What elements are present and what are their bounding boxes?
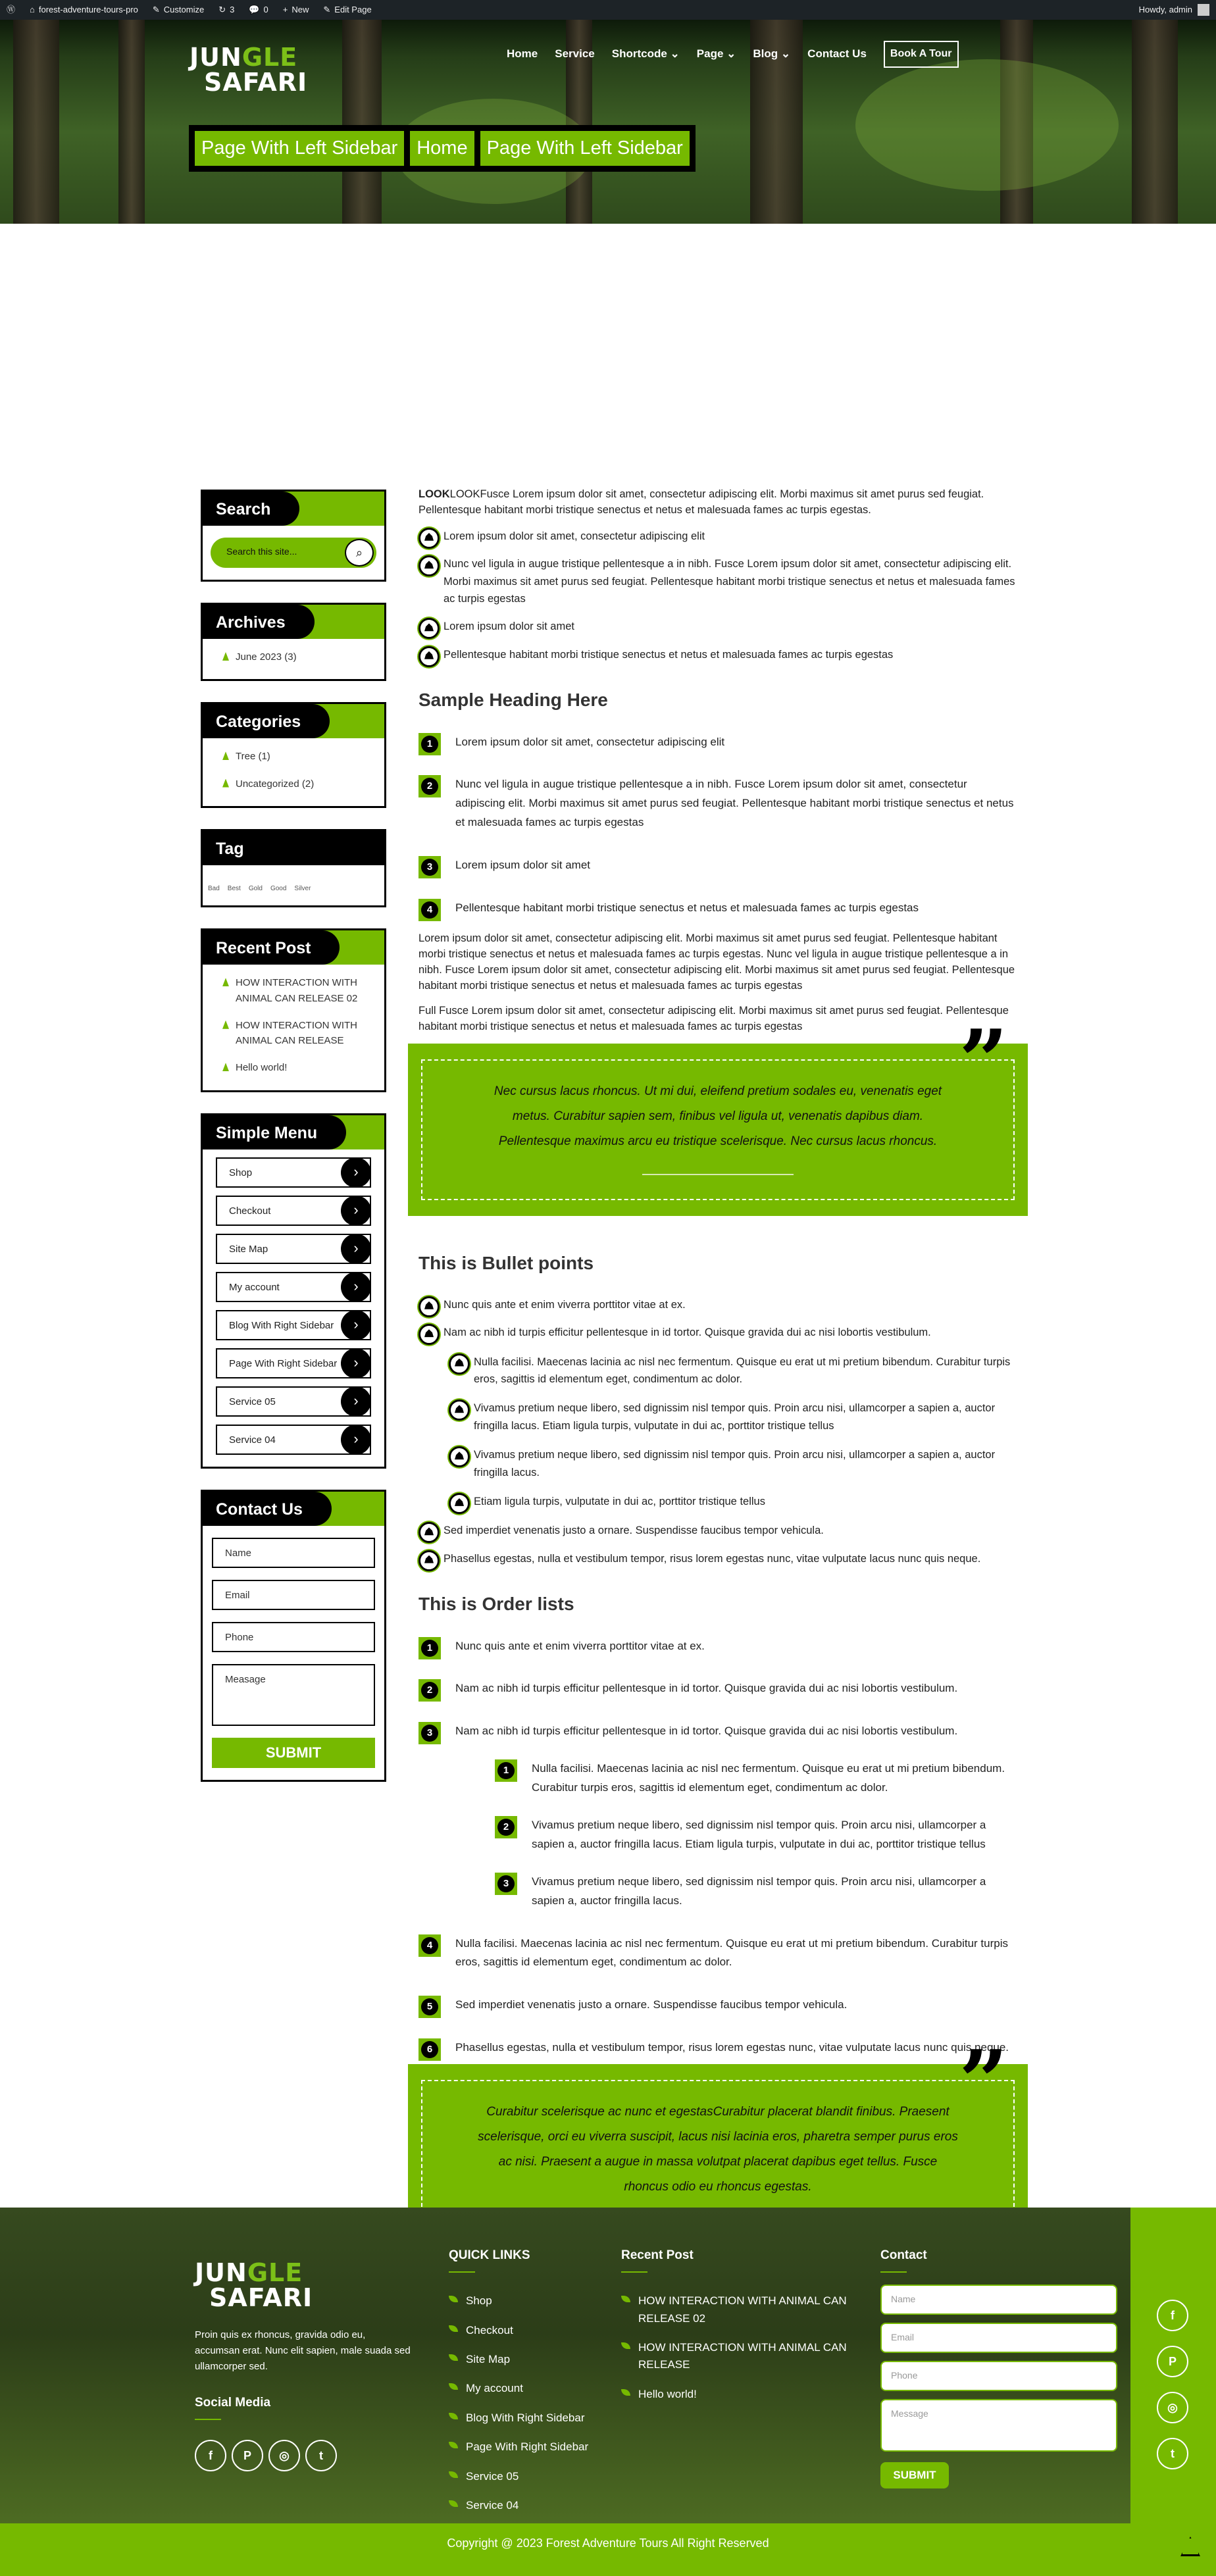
- admin-customize-link[interactable]: ✎ Customize: [153, 3, 204, 16]
- search-widget: [201, 490, 386, 582]
- ordered-list: [418, 1637, 1017, 2058]
- hero-header: [0, 20, 1216, 224]
- menu-item-site-map[interactable]: [216, 1234, 371, 1264]
- number-badge: 1: [418, 1637, 441, 1659]
- list-item: [418, 528, 1017, 545]
- footer-social-title: Social Media: [195, 2393, 432, 2416]
- list-item-text: Vivamus pretium neque libero, sed dignissim nisl tempor quis. Proin arcu nisi, ullamcorper a sapien a, auctor fringilla lacus.: [474, 1449, 996, 1478]
- sidebar: [201, 490, 386, 1803]
- recent-post-link[interactable]: HOW INTERACTION WITH ANIMAL CAN RELEASE: [222, 1018, 371, 1049]
- bell-icon: [449, 1353, 470, 1375]
- list-item: [449, 1400, 1017, 1434]
- number-badge: 2: [418, 1679, 441, 1702]
- list-item: [418, 1522, 1017, 1539]
- list-item: [418, 618, 1017, 635]
- admin-comments-count: 0: [263, 4, 268, 14]
- footer-link[interactable]: Checkout: [449, 2322, 588, 2339]
- menu-item-page-right[interactable]: [216, 1348, 371, 1378]
- chevron-right-icon: ›: [341, 1425, 371, 1455]
- scroll-top-icon[interactable]: [1180, 2537, 1200, 2556]
- social-sidebar: [1130, 2208, 1216, 2523]
- breadcrumb-current: Page With Left Sidebar: [480, 131, 690, 166]
- logo-text: JUN: [195, 2258, 247, 2287]
- admin-updates-count: 3: [230, 4, 235, 14]
- chevron-right-icon: ›: [341, 1196, 371, 1226]
- number-badge: 1: [418, 733, 441, 755]
- list-item: [418, 1996, 1017, 2015]
- widget-title: Archives: [203, 605, 315, 639]
- name-field[interactable]: Name: [212, 1538, 375, 1568]
- menu-item-label: Page With Right Sidebar: [229, 1357, 338, 1369]
- footer-link[interactable]: Page With Right Sidebar: [449, 2438, 588, 2456]
- list-item: [418, 775, 1017, 832]
- tag-widget: [201, 829, 386, 908]
- nested-list: [449, 1353, 1017, 1511]
- list-item-text: Pellentesque habitant morbi tristique senectus et netus et malesuada fames ac turpis egestas: [455, 901, 919, 915]
- facebook-icon[interactable]: f: [195, 2440, 226, 2471]
- list-item: [418, 1637, 1017, 1656]
- footer-about: [195, 2260, 432, 2471]
- nav-home[interactable]: Home: [507, 47, 538, 61]
- list-item-text: Sed imperdiet venenatis justo a ornare. Suspendisse faucibus tempor vehicula.: [443, 1525, 824, 1537]
- chevron-down-icon: ⌄: [726, 47, 736, 61]
- archive-link[interactable]: June 2023 (3): [222, 649, 384, 665]
- list-item-text: Vivamus pretium neque libero, sed dignissim nisl tempor quis. Proin arcu nisi, ullamcorper a sapien a, auctor fringilla lacus. Etiam ligula turpis, vulputate in dui ac, porttitor tristique tellus: [474, 1402, 996, 1432]
- bell-icon: [449, 1446, 470, 1467]
- bell-icon: [418, 555, 440, 576]
- number-badge: 2: [418, 775, 441, 797]
- admin-site-label: forest-adventure-tours-pro: [38, 4, 138, 14]
- admin-comments-link[interactable]: 💬 0: [249, 3, 268, 16]
- tree-trunk: [1132, 20, 1178, 224]
- intro-text: LOOKFusce Lorem ipsum dolor sit amet, consectetur adipiscing elit. Morbi maximus sit amet purus sed feugiat. Pellentesque habitant morbi tristique senectus et netus et malesuada fames ac turpis egestas.: [418, 488, 984, 516]
- simple-menu-widget: [201, 1113, 386, 1469]
- list-item-text: Vivamus pretium neque libero, sed dignissim nisl tempor quis. Proin arcu nisi, ullamcorper a sapien a, auctor fringilla lacus.: [532, 1875, 986, 1907]
- tag-link[interactable]: Bad: [208, 884, 220, 892]
- admin-edit-link[interactable]: ✎ Edit Page: [323, 3, 371, 16]
- footer-contact: [880, 2246, 1117, 2488]
- chevron-right-icon: ›: [341, 1234, 371, 1264]
- submit-button[interactable]: SUBMIT: [212, 1738, 375, 1768]
- divider: [642, 1174, 794, 1175]
- paragraph: Lorem ipsum dolor sit amet, consectetur adipiscing elit. Morbi maximus sit amet purus sed feugiat. Pellentesque habitant morbi tristique senectus et netus et malesuada fames ac turpis egestas. Nunc vel ligula in augue tristique pellentesque a in nibh. Fusce Lorem ipsum dolor sit amet, consectetur adipiscing elit. Morbi maximus sit amet purus sed feugiat. Pellentesque habitant morbi tristique senectus et netus et malesuada fames ac turpis egestas: [418, 932, 1015, 992]
- footer-link[interactable]: Blog With Right Sidebar: [449, 2410, 588, 2427]
- breadcrumb: [189, 125, 696, 172]
- logo-text-green: GLE: [247, 2258, 303, 2287]
- menu-item-label: Service 05: [229, 1396, 276, 1407]
- footer-link[interactable]: Service 05: [449, 2468, 588, 2485]
- admin-account[interactable]: [1139, 3, 1209, 16]
- quote-text: Curabitur scelerisque ac nunc et egestasCurabitur placerat blandit finibus. Praesent scelerisque, orci eu viverra suscipit, lacus nisi lacinia eros, pharetra semper purus eros ac nisi. Praesent a augue in massa volutpat placerat dapibus eget tellus. Fusce rhoncus odio eu rhoncus egestas.: [478, 2105, 958, 2194]
- paragraph: Full Fusce Lorem ipsum dolor sit amet, consectetur adipiscing elit. Morbi maximus sit amet purus sed feugiat. Pellentesque habitant morbi tristique senectus et netus et malesuada fames ac turpis egestas: [418, 1004, 1009, 1032]
- list-item-text: Etiam ligula turpis, vulputate in dui ac, porttitor tristique tellus: [474, 1495, 765, 1507]
- list-item-text: Pellentesque habitant morbi tristique senectus et netus et malesuada fames ac turpis egestas: [443, 648, 894, 661]
- bell-icon: [418, 1324, 440, 1345]
- logo-text: SAFARI: [204, 68, 308, 97]
- search-input[interactable]: [211, 538, 376, 568]
- logo-text: JUN: [190, 43, 242, 72]
- chevron-right-icon: ›: [341, 1386, 371, 1417]
- admin-edit-label: Edit Page: [334, 4, 372, 14]
- menu-item-shop[interactable]: [216, 1157, 371, 1188]
- menu-item-label: My account: [229, 1281, 280, 1293]
- widget-title: Contact Us: [203, 1492, 332, 1526]
- archives-widget: [201, 603, 386, 681]
- twitter-icon[interactable]: t: [305, 2440, 337, 2471]
- number-badge: 2: [495, 1816, 517, 1838]
- list-item: [418, 1296, 1017, 1313]
- menu-item-checkout[interactable]: [216, 1196, 371, 1226]
- message-field[interactable]: Measage: [212, 1664, 375, 1726]
- footer-submit-button[interactable]: SUBMIT: [880, 2462, 949, 2488]
- widget-title: Simple Menu: [203, 1115, 346, 1149]
- nav-contact[interactable]: Contact Us: [807, 47, 867, 61]
- widget-title: Categories: [203, 704, 330, 738]
- menu-item-service-05[interactable]: [216, 1386, 371, 1417]
- tag-link[interactable]: Good: [270, 884, 287, 892]
- admin-new-link[interactable]: + New: [283, 3, 309, 16]
- tag-link[interactable]: Best: [227, 884, 241, 892]
- nav-page-label: Page: [696, 47, 724, 61]
- tree-trunk: [118, 20, 145, 224]
- tag-link[interactable]: Silver: [294, 884, 311, 892]
- facebook-icon[interactable]: f: [1157, 2300, 1188, 2331]
- list-item: [418, 1550, 1017, 1567]
- pinterest-icon[interactable]: P: [1157, 2346, 1188, 2377]
- list-item: [418, 899, 1017, 918]
- email-field[interactable]: Email: [212, 1580, 375, 1610]
- menu-item-label: Site Map: [229, 1243, 268, 1255]
- admin-howdy: Howdy, admin: [1138, 4, 1192, 14]
- bell-icon: [418, 1522, 440, 1543]
- footer-quick-links: [449, 2246, 588, 2523]
- nav-page[interactable]: [697, 45, 736, 63]
- list-item: [495, 1759, 1017, 1798]
- recent-post-link[interactable]: Hello world!: [222, 1060, 371, 1075]
- footer-logo[interactable]: [195, 2260, 432, 2310]
- categories-widget: [201, 702, 386, 808]
- widget-title: Search: [203, 492, 299, 526]
- menu-item-my-account[interactable]: [216, 1272, 371, 1302]
- list-item: [418, 733, 1017, 752]
- footer-contact-title: Contact: [880, 2246, 1117, 2269]
- main-nav: [507, 41, 959, 68]
- section-heading: Sample Heading Here: [418, 690, 608, 711]
- breadcrumb-home-link[interactable]: Home: [410, 131, 474, 166]
- footer-recent-link[interactable]: HOW INTERACTION WITH ANIMAL CAN RELEASE 02: [621, 2292, 858, 2327]
- number-badge: 5: [418, 1996, 441, 2018]
- search-icon[interactable]: ⌕: [345, 539, 374, 567]
- list-item-text: Nulla facilisi. Maecenas lacinia ac nisl nec fermentum. Quisque eu erat ut mi pretium bibendum. Curabitur turpis eros, sagittis id elementum eget, condimentum ac dolor.: [532, 1762, 1005, 1794]
- site-logo[interactable]: [190, 45, 307, 95]
- list-item-text: Nulla facilisi. Maecenas lacinia ac nisl nec fermentum. Quisque eu erat ut mi pretium bibendum. Curabitur turpis eros, sagittis id elementum eget, condimentum ac dolor.: [474, 1355, 1011, 1386]
- quote-icon: ”: [959, 2031, 1008, 2133]
- footer-link[interactable]: Site Map: [449, 2351, 588, 2368]
- footer-links-title: QUICK LINKS: [449, 2246, 588, 2269]
- tree-trunk: [342, 20, 382, 224]
- chevron-down-icon: ⌄: [780, 47, 791, 61]
- list-item-text: Nunc vel ligula in augue tristique pellentesque a in nibh. Fusce Lorem ipsum dolor sit amet, consectetur adipiscing elit. Morbi maximus sit amet purus sed feugiat. Pellentesque habitant morbi tristique senectus et netus et malesuada fames ac turpis egestas: [443, 558, 1015, 605]
- list-item-text: Nunc quis ante et enim viverra porttitor vitae at ex.: [443, 1298, 686, 1311]
- footer-link[interactable]: My account: [449, 2380, 588, 2397]
- twitter-icon[interactable]: t: [1157, 2438, 1188, 2469]
- list-item-text: Nam ac nibh id turpis efficitur pellentesque in id tortor. Quisque gravida dui ac nisi lobortis vestibulum.: [443, 1326, 931, 1339]
- list-item: [495, 1816, 1017, 1854]
- admin-bar: [0, 0, 1216, 20]
- wordpress-icon[interactable]: Ⓦ: [7, 4, 16, 14]
- bell-icon: [418, 646, 440, 667]
- instagram-icon[interactable]: ◎: [1157, 2392, 1188, 2423]
- list-item-text: Nunc vel ligula in augue tristique pellentesque a in nibh. Fusce Lorem ipsum dolor sit amet, consectetur adipiscing elit. Morbi maximus sit amet purus sed feugiat. Pellentesque habitant morbi tristique senectus et netus et malesuada fames ac turpis egestas: [455, 778, 1014, 829]
- admin-site-link[interactable]: ⌂ forest-adventure-tours-pro: [30, 3, 138, 16]
- bell-icon: [418, 618, 440, 639]
- list-item: [449, 1446, 1017, 1481]
- menu-item-blog-right[interactable]: [216, 1310, 371, 1340]
- intro-bold: LOOK: [418, 488, 450, 500]
- menu-item-label: Blog With Right Sidebar: [229, 1319, 334, 1331]
- nav-shortcode-label: Shortcode: [611, 47, 667, 61]
- section-heading: This is Bullet points: [418, 1253, 594, 1274]
- chevron-right-icon: ›: [341, 1310, 371, 1340]
- admin-updates-link[interactable]: ↻ 3: [218, 3, 234, 16]
- social-links: [195, 2440, 432, 2471]
- page-title: Page With Left Sidebar: [195, 131, 404, 166]
- list-item-text: Lorem ipsum dolor sit amet, consectetur adipiscing elit: [455, 735, 725, 748]
- footer-recent-title: Recent Post: [621, 2246, 858, 2269]
- list-item-text: Lorem ipsum dolor sit amet: [455, 859, 591, 872]
- number-badge: 4: [418, 899, 441, 921]
- main-content: [418, 487, 1017, 2293]
- footer: [0, 2208, 1216, 2523]
- chevron-down-icon: ⌄: [670, 47, 680, 61]
- list-item: [418, 856, 1017, 875]
- contact-widget: [201, 1490, 386, 1782]
- list-item: [418, 555, 1017, 607]
- list-item-text: Nunc quis ante et enim viverra porttitor vitae at ex.: [455, 1639, 705, 1652]
- category-link[interactable]: Uncategorized (2): [222, 776, 384, 792]
- list-item-text: Lorem ipsum dolor sit amet, consectetur adipiscing elit: [443, 530, 705, 542]
- phone-field[interactable]: Phone: [212, 1622, 375, 1652]
- list-item-text: Lorem ipsum dolor sit amet: [443, 620, 574, 633]
- list-item-text: Nam ac nibh id turpis efficitur pellentesque in id tortor. Quisque gravida dui ac nisi lobortis vestibulum.: [455, 1725, 958, 1738]
- section-heading: This is Order lists: [418, 1594, 574, 1615]
- widget-title: Recent Post: [203, 930, 340, 965]
- list-item: [418, 646, 1017, 663]
- quote-text: Nec cursus lacus rhoncus. Ut mi dui, eleifend pretium sodales eu, venenatis eget metus. Curabitur sapien sem, finibus vel ligula ut, venenatis dapibus diam. Pellentesque maximus arcu eu tristique scelerisque. Nec cursus lacus rhoncus.: [494, 1084, 942, 1149]
- list-item-text: Phasellus egestas, nulla et vestibulum tempor, risus lorem egestas nunc, vitae vulputate lacus nunc quis neque.: [455, 2041, 1009, 2054]
- category-link[interactable]: Tree (1): [222, 749, 384, 764]
- footer-about-text: Proin quis ex rhoncus, gravida odio eu, accumsan erat. Nunc elit sapien, male suada sed ullamcorper sed.: [195, 2329, 411, 2372]
- list-item-text: Sed imperdiet venenatis justo a ornare. Suspendisse faucibus tempor vehicula.: [455, 1998, 848, 2011]
- chevron-right-icon: ›: [341, 1272, 371, 1302]
- footer-link[interactable]: Shop: [449, 2292, 588, 2310]
- admin-customize-label: Customize: [163, 4, 205, 14]
- menu-item-label: Service 04: [229, 1434, 276, 1446]
- list-item: [495, 1873, 1017, 1911]
- logo-text: SAFARI: [209, 2283, 313, 2312]
- list-item: [418, 1324, 1017, 1510]
- list-item-text: Phasellus egestas, nulla et vestibulum tempor, risus lorem egestas nunc, vitae vulputate lacus nunc quis neque.: [443, 1552, 981, 1565]
- copyright-text: Copyright @ 2023 Forest Adventure Tours All Right Reserved: [447, 2537, 769, 2550]
- instagram-icon[interactable]: ◎: [268, 2440, 300, 2471]
- footer-recent-posts: [621, 2246, 858, 2415]
- bell-icon: [418, 528, 440, 549]
- admin-new-label: New: [291, 4, 309, 14]
- nav-shortcode[interactable]: [612, 45, 680, 63]
- nav-service[interactable]: Service: [555, 47, 595, 61]
- intro-paragraph: [418, 487, 1017, 518]
- nested-ordered-list: [495, 1759, 1017, 1910]
- copyright-bar: [0, 2523, 1216, 2576]
- bell-icon: [449, 1400, 470, 1421]
- number-badge: 4: [418, 1934, 441, 1957]
- recent-post-widget: [201, 928, 386, 1092]
- list-item: [449, 1353, 1017, 1388]
- number-badge: 1: [495, 1759, 517, 1782]
- footer-email-field[interactable]: Email: [880, 2323, 1117, 2353]
- number-badge: 6: [418, 2038, 441, 2061]
- list-item: [418, 1679, 1017, 1698]
- nav-blog-label: Blog: [753, 47, 778, 61]
- footer-name-field[interactable]: Name: [880, 2285, 1117, 2315]
- footer-recent-link[interactable]: HOW INTERACTION WITH ANIMAL CAN RELEASE: [621, 2339, 858, 2374]
- menu-item-service-04[interactable]: [216, 1425, 371, 1455]
- book-tour-button[interactable]: Book A Tour: [884, 41, 959, 68]
- widget-title: Tag: [203, 831, 273, 865]
- bullet-list: [418, 1296, 1017, 1567]
- number-badge: 3: [418, 1722, 441, 1744]
- list-item: [418, 2038, 1017, 2058]
- quote-icon: ”: [959, 1011, 1008, 1112]
- recent-post-link[interactable]: HOW INTERACTION WITH ANIMAL CAN RELEASE 02: [222, 975, 371, 1006]
- bell-icon: [449, 1493, 470, 1514]
- list-item-text: Nam ac nibh id turpis efficitur pellentesque in id tortor. Quisque gravida dui ac nisi lobortis vestibulum.: [455, 1682, 958, 1695]
- bullet-list: [418, 528, 1017, 663]
- number-badge: 3: [495, 1873, 517, 1895]
- list-item: [418, 1722, 1017, 1910]
- tree-trunk: [13, 20, 59, 224]
- ordered-list: [418, 733, 1017, 918]
- nav-blog[interactable]: [753, 45, 790, 63]
- list-item: [449, 1493, 1017, 1510]
- avatar: [1198, 4, 1209, 16]
- chevron-right-icon: ›: [341, 1157, 371, 1188]
- tag-link[interactable]: Gold: [248, 884, 263, 892]
- footer-message-field[interactable]: Message: [880, 2399, 1117, 2452]
- list-item-text: Nulla facilisi. Maecenas lacinia ac nisl nec fermentum. Quisque eu erat ut mi pretium bibendum. Curabitur turpis eros, sagittis id elementum eget, condimentum ac dolor.: [455, 1936, 1008, 1969]
- footer-phone-field[interactable]: Phone: [880, 2361, 1117, 2391]
- menu-item-label: Checkout: [229, 1205, 271, 1217]
- foliage: [855, 59, 1119, 191]
- pinterest-icon[interactable]: P: [232, 2440, 263, 2471]
- menu-item-label: Shop: [229, 1167, 253, 1178]
- bell-icon: [418, 1550, 440, 1571]
- bell-icon: [418, 1296, 440, 1317]
- list-item-text: Vivamus pretium neque libero, sed dignissim nisl tempor quis. Proin arcu nisi, ullamcorper a sapien a, auctor fringilla lacus. Etiam ligula turpis, vulputate in dui ac, porttitor tristique tellus: [532, 1818, 986, 1850]
- footer-recent-link[interactable]: Hello world!: [621, 2386, 858, 2403]
- number-badge: 3: [418, 856, 441, 878]
- logo-text-green: GLE: [241, 43, 298, 72]
- search-placeholder: Search this site...: [226, 546, 297, 557]
- footer-link[interactable]: Service 04: [449, 2497, 588, 2514]
- list-item: [418, 1934, 1017, 1973]
- chevron-right-icon: ›: [341, 1348, 371, 1378]
